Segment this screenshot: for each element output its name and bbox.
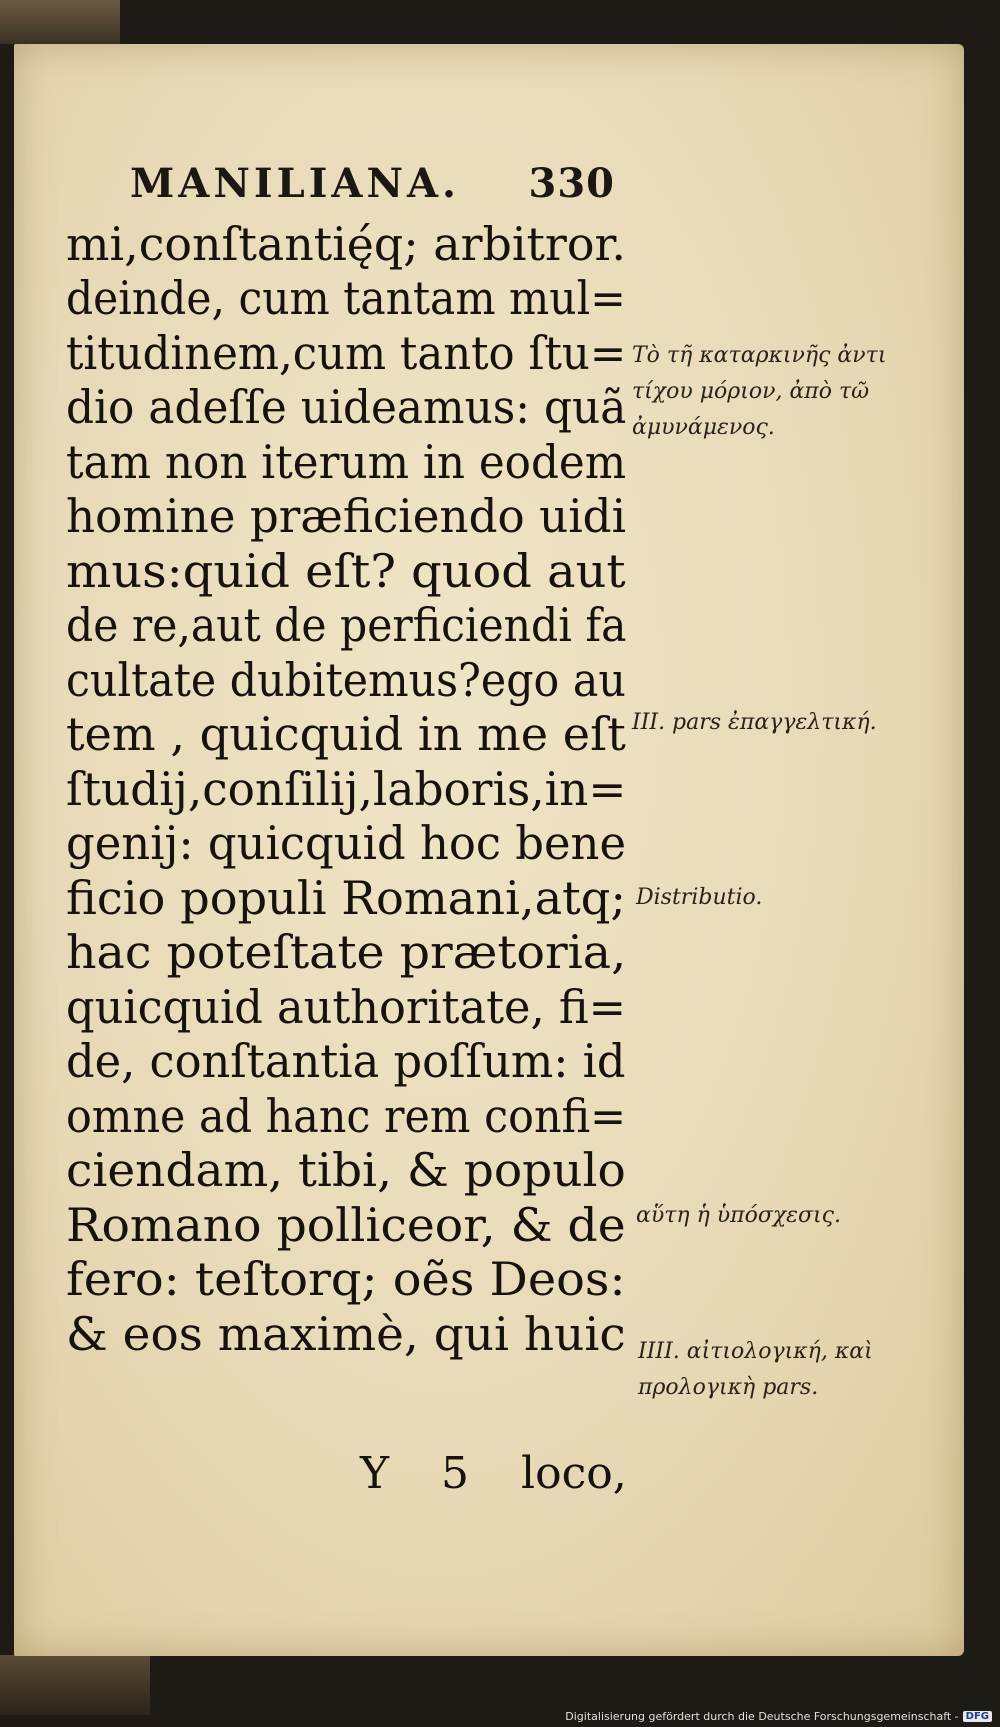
marginal-note-line: αὕτη ἡ ὑπόσχεσις. [636,1203,841,1228]
text-line: hac poteſtate prætoria, [66,925,627,979]
text-line: omne ad hanc rem confi= [66,1089,627,1143]
binding-edge-top [0,0,120,44]
text-line: cultate dubitemus?ego au [66,653,626,707]
marginal-note [632,705,877,741]
catchword: loco, [521,1448,627,1499]
marginal-note [636,1198,841,1234]
signature-number: 5 [441,1448,470,1499]
text-line: titudinem,cum tanto ſtu= [66,326,627,380]
text-line: & eos maximè, qui huic [66,1307,626,1361]
text-line: tam non iterum in eodem [66,435,627,489]
text-line: dio adeſſe uideamus: quã [66,380,627,434]
marginal-note-line: ἀμυνάμενος. [632,415,775,440]
signature-line [360,1448,627,1499]
dfg-logo: DFG [963,1711,992,1722]
text-line: mi,conſtantię́q; arbitror. [66,217,626,271]
scan-credit [565,1710,992,1723]
text-line: ficio populi Romani,atq; [66,871,626,925]
marginal-note [632,338,886,446]
marginal-note-line: προλογικὴ pars. [638,1375,819,1400]
marginal-note-line: τίχου μόριον, ἀπὸ τῶ [632,379,870,404]
text-line: homine præficiendo uidi [66,489,627,543]
binding-edge-bottom [0,1655,150,1715]
marginal-note [638,1334,873,1406]
text-line: fero: teſtorq; oẽs Deos: [66,1252,626,1306]
text-line: genij: quicquid hoc bene [66,816,627,870]
marginal-note [636,880,762,916]
text-line: deinde, cum tantam mul= [66,271,626,325]
text-line: Romano polliceor, & de [66,1198,626,1252]
text-line: de re,aut de perficiendi fa [66,598,627,652]
text-line: de, conſtantia poſſum: id [66,1034,626,1088]
text-line: ciendam, tibi, & populo [66,1143,626,1197]
scan-credit-text: Digitalisierung gefördert durch die Deutsche Forschungsgemeinschaft - [565,1710,959,1723]
page-number: 330 [528,160,615,207]
text-line: quicquid authoritate, fi= [66,980,627,1034]
marginal-note-line: Τὸ τῆ καταρκινῆς ἀντι [632,343,887,368]
text-line: mus:quid eſt? quod aut [66,544,626,598]
marginal-note-line: Distributio. [636,885,763,910]
text-line: tem , quicquid in me eſt [66,707,626,761]
marginal-note-line: III. pars ἐπαγγελτική. [632,710,877,735]
text-line: ſtudij,conſilij,laboris,in= [66,762,627,816]
running-head-title: MANILIANA. [130,160,460,207]
marginal-note-line: IIII. αἰτιολογική, καὶ [638,1339,873,1364]
signature-mark: Y [360,1448,390,1499]
running-head [130,160,615,207]
